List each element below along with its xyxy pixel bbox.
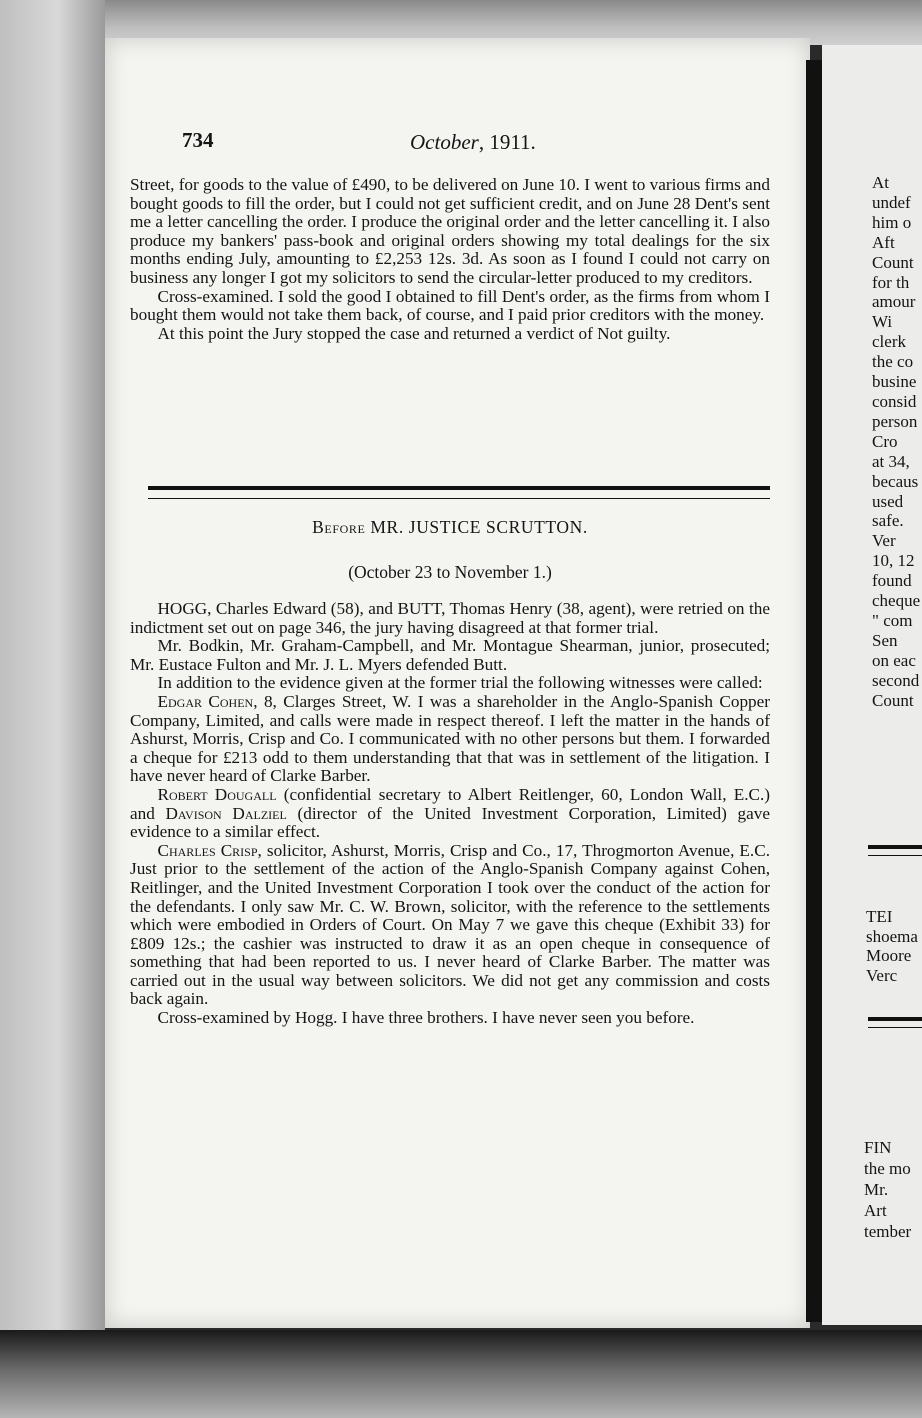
case-text xyxy=(130,600,770,1028)
paragraph: HOGG, Charles Edward (58), and BUTT, Thomas Henry (38, agent), were retried on the indictment set out on page 346, the jury having disagreed at that former trial. xyxy=(130,599,770,637)
scan-bottom-edge xyxy=(0,1330,922,1418)
running-head-month: October xyxy=(410,130,479,154)
facing-page-middle-text: TEI shoema Moore Verc xyxy=(866,907,918,985)
witness-paragraph xyxy=(130,693,770,786)
paragraph: Cross-examined by Hogg. I have three brothers. I have never seen you before. xyxy=(157,1008,695,1028)
paragraph: At this point the Jury stopped the case and returned a verdict of Not guilty. xyxy=(157,323,671,343)
section-divider xyxy=(148,486,770,499)
running-head-date xyxy=(410,130,536,155)
witness-testimony: (confidential secretary to Albert Reitlenger, 60, London Wall, E.C.) and xyxy=(130,784,770,823)
facing-page-lower-text: FIN the mo Mr. Art tember xyxy=(864,1138,912,1241)
running-header xyxy=(130,128,770,158)
witness-testimony: , 8, Clarges Street, W. I was a shareholder in the Anglo-Spanish Copper Company, Limited, and calls were made in respect thereof. I left the matter in the hands of Ashurst, Morris, Crisp and Co. I communicated with no other persons but them. I forwarded a cheque for £213 odd to them understanding that that was in settlement of the litigation. I have never heard of Clarke Barber. xyxy=(130,691,770,786)
page-number: 734 xyxy=(182,128,214,152)
facing-page-upper-text: At undef him o Aft Count for th amour Wi clerk the co busine consid person Cro at 34, becaus used safe. Ver 10, 12 found cheque " com Sen on eac second Count xyxy=(872,173,921,710)
paragraph: Mr. Bodkin, Mr. Graham-Campbell, and Mr. Montague Shearman, junior, prosecuted; Mr. Eustace Fulton and Mr. J. L. Myers defended Butt. xyxy=(130,636,770,674)
witness-testimony: , solicitor, Ashurst, Morris, Crisp and Co., 17, Throgmorton Avenue, E.C. Just prior to the settlement of the action of the Anglo-Spanish Company against Cohen, Reitlinger, and the United Investment Corporation I took over the conduct of the action for the defendants. I only saw Mr. C. W. Brown, solicitor, with the reference to the settlements which were embodied in Orders of Court. On May 7 we gave this cheque (Exhibit 33) for £809 12s.; the cashier was instructed to draw it as an open cheque in consequence of something that had been reported to us. I never heard of Clarke Barber. The matter was carried out in the usual way between solicitors. We did not get any commission and costs back again. xyxy=(130,840,770,1009)
section-dates: (October 23 to November 1.) xyxy=(348,562,552,582)
scan-left-edge xyxy=(0,0,105,1330)
paragraph: In addition to the evidence given at the former trial the following witnesses were called: xyxy=(157,673,763,693)
witness-name: Robert Dougall xyxy=(157,784,277,804)
page-content xyxy=(130,0,770,1330)
facing-page xyxy=(822,45,922,1325)
facing-page-rule-2 xyxy=(868,1017,922,1028)
witness-name: Edgar Cohen xyxy=(157,691,254,711)
witness-paragraph xyxy=(130,842,770,1009)
facing-page-rule xyxy=(868,845,922,856)
paragraph: Cross-examined. I sold the good I obtained to fill Dent's order, as the firms from whom I bought them would not take them back, of course, and I paid prior creditors with the money. xyxy=(130,286,770,325)
witness-name: Davison Dalziel xyxy=(165,803,287,823)
section-title-judge: MR. JUSTICE SCRUTTON. xyxy=(365,517,588,537)
section-title-lead: Before xyxy=(312,517,366,537)
running-head-year: , 1911. xyxy=(478,130,536,154)
paragraph: Street, for goods to the value of £490, to be delivered on June 10. I went to various firms and bought goods to fill the order, but I could not get sufficient credit, and on June 28 Dent's sent me a letter cancelling the order. I produce the original order and the letter cancelling it. I also produce my bankers' pass-book and original orders showing my total dealings for the six months ending July, amounting to £2,253 12s. 3d. As soon as I found I could not carry on business any longer I got my solicitors to send the circular-letter produced to my creditors. xyxy=(130,175,770,287)
previous-case-text xyxy=(130,176,770,343)
witness-testimony: (director of the United Investment Corporation, Limited) gave evidence to a similar effect. xyxy=(130,803,770,842)
witness-paragraph xyxy=(130,786,770,842)
book-gutter xyxy=(806,60,822,1322)
section-title xyxy=(130,517,770,538)
witness-name: Charles Crisp xyxy=(157,840,258,860)
